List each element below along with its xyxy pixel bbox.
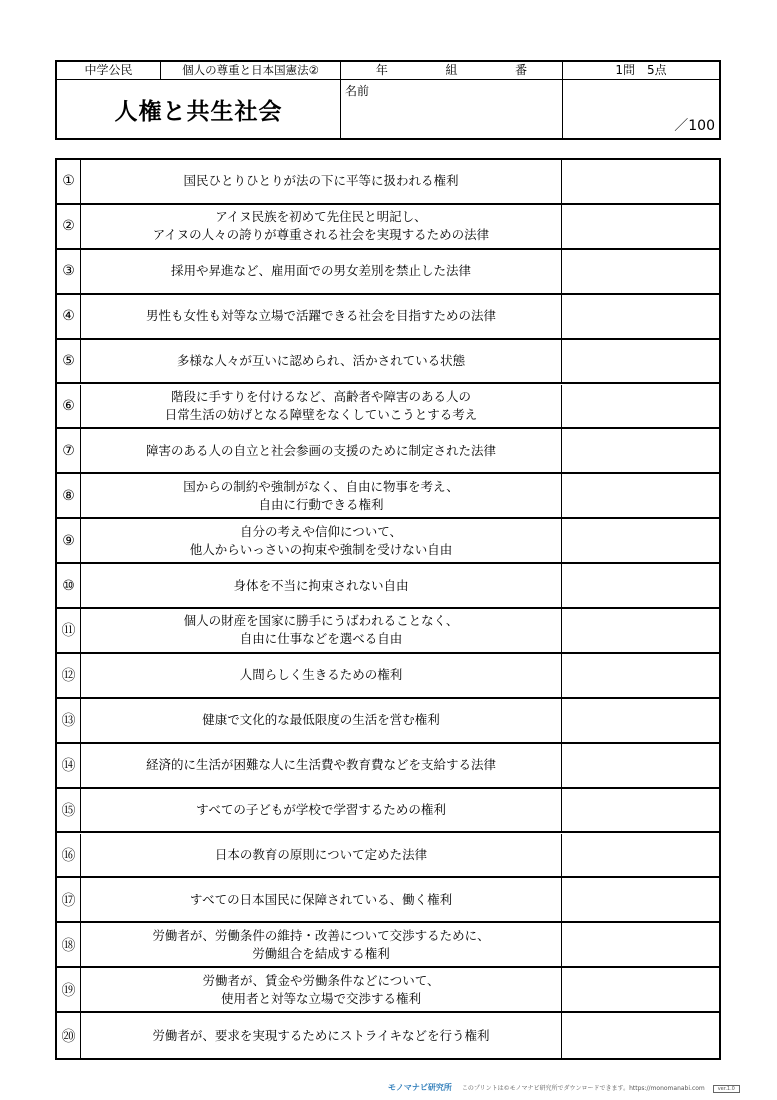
question-row: [57, 564, 719, 609]
question-row: [57, 699, 719, 744]
question-text: 労働者が、賃金や労働条件などについて、 使用者と対等な立場で交渉する権利: [202, 972, 440, 1006]
question-text-cell: [81, 834, 562, 877]
answer-field[interactable]: [562, 340, 719, 383]
question-row: [57, 1013, 719, 1058]
question-number: ⑯: [57, 834, 81, 877]
footer-note: このプリントは©モノマナビ研究所でダウンロードできます。https://monomanabi.com: [461, 1085, 705, 1092]
question-text: 採用や昇進など、雇用面での男女差別を禁止した法律: [170, 263, 471, 279]
answer-field[interactable]: [562, 519, 719, 562]
question-text-cell: [81, 609, 562, 652]
class-fields: [341, 62, 563, 79]
answer-field[interactable]: [562, 250, 719, 293]
answer-field[interactable]: [562, 205, 719, 248]
question-text-cell: [81, 654, 562, 697]
question-number: ⑪: [57, 609, 81, 652]
subject-label: 中学公民: [57, 62, 161, 79]
question-text: アイヌ民族を初めて先住民と明記し、 アイヌの人々の誇りが尊重される社会を実現するための法律: [152, 209, 490, 243]
unit-label: 個人の尊重と日本国憲法②: [161, 62, 341, 79]
question-text-cell: [81, 205, 562, 248]
question-number: ④: [57, 295, 81, 338]
question-row: [57, 429, 719, 474]
question-number: ⑫: [57, 654, 81, 697]
question-row: [57, 205, 719, 250]
question-row: [57, 385, 719, 430]
answer-field[interactable]: [562, 789, 719, 832]
answer-field[interactable]: [562, 1013, 719, 1058]
header-bottom-row: [57, 80, 719, 138]
question-text: 障害のある人の自立と社会参画の支援のために制定された法律: [145, 442, 496, 458]
question-number: ⑥: [57, 385, 81, 428]
points-label: 1問 5点: [615, 63, 667, 77]
question-text-cell: [81, 340, 562, 383]
question-text: 身体を不当に拘束されない自由: [233, 577, 409, 593]
question-text: 健康で文化的な最低限度の生活を営む権利: [202, 712, 440, 728]
answer-field[interactable]: [562, 295, 719, 338]
name-label: 名前: [345, 84, 370, 98]
answer-field[interactable]: [562, 923, 719, 966]
question-text: 労働者が、要求を実現するためにストライキなどを行う権利: [152, 1027, 490, 1043]
page-title: 人権と共生社会: [57, 80, 341, 138]
question-text: 男性も女性も対等な立場で活躍できる社会を目指すための法律: [145, 308, 496, 324]
answer-field[interactable]: [562, 385, 719, 428]
name-field[interactable]: [341, 80, 563, 138]
question-text-cell: [81, 1013, 562, 1058]
answer-field[interactable]: [562, 834, 719, 877]
question-number: ⑦: [57, 429, 81, 472]
answer-field[interactable]: [562, 654, 719, 697]
question-row: [57, 609, 719, 654]
header-top-row: [57, 62, 719, 80]
question-number: ①: [57, 160, 81, 203]
question-row: [57, 295, 719, 340]
answer-field[interactable]: [562, 160, 719, 203]
answer-field[interactable]: [562, 474, 719, 517]
question-text-cell: [81, 744, 562, 787]
question-number: ⑧: [57, 474, 81, 517]
question-text: 人間らしく生きるための権利: [239, 667, 403, 683]
answer-field[interactable]: [562, 609, 719, 652]
publisher-logo: モノマナビ研究所: [388, 1083, 452, 1092]
year-label: 年: [375, 63, 388, 77]
question-text: 日本の教育の原則について定めた法律: [214, 846, 428, 862]
question-text: すべての日本国民に保障されている、働く権利: [189, 891, 453, 907]
question-text: 多様な人々が互いに認められ、活かされている状態: [176, 353, 466, 369]
question-text-cell: [81, 295, 562, 338]
question-text-cell: [81, 564, 562, 607]
question-text-cell: [81, 250, 562, 293]
question-text-cell: [81, 923, 562, 966]
question-row: [57, 789, 719, 834]
question-row: [57, 654, 719, 699]
question-row: [57, 834, 719, 879]
question-text: 労働者が、労働条件の維持・改善について交渉するために、 労働組合を結成する権利: [152, 927, 490, 961]
question-row: [57, 878, 719, 923]
score-total: ／100: [674, 118, 715, 134]
question-number: ⑳: [57, 1013, 81, 1058]
question-text-cell: [81, 519, 562, 562]
answer-field[interactable]: [562, 564, 719, 607]
question-text: 個人の財産を国家に勝手にうばわれることなく、 自由に仕事などを選べる自由: [183, 613, 459, 647]
question-text: 自分の考えや信仰について、 他人からいっさいの拘束や強制を受けない自由: [189, 523, 453, 557]
question-text-cell: [81, 968, 562, 1011]
question-row: [57, 160, 719, 205]
question-number: ⑮: [57, 789, 81, 832]
question-text-cell: [81, 474, 562, 517]
question-table: [55, 158, 721, 1060]
question-number: ③: [57, 250, 81, 293]
question-text: 国民ひとりひとりが法の下に平等に扱われる権利: [183, 173, 459, 189]
answer-field[interactable]: [562, 878, 719, 921]
question-text-cell: [81, 699, 562, 742]
question-text-cell: [81, 789, 562, 832]
question-row: [57, 250, 719, 295]
question-number: ②: [57, 205, 81, 248]
number-label: 番: [515, 63, 528, 77]
question-row: [57, 519, 719, 564]
question-row: [57, 474, 719, 519]
answer-field[interactable]: [562, 968, 719, 1011]
question-text-cell: [81, 385, 562, 428]
answer-field[interactable]: [562, 429, 719, 472]
footer: [388, 1082, 773, 1096]
answer-field[interactable]: [562, 699, 719, 742]
class-label: 組: [445, 63, 458, 77]
question-text-cell: [81, 878, 562, 921]
question-number: ⑲: [57, 968, 81, 1011]
question-text-cell: [81, 429, 562, 472]
question-text: 国からの制約や強制がなく、自由に物事を考え、 自由に行動できる権利: [183, 478, 459, 512]
question-number: ⑭: [57, 744, 81, 787]
question-text-cell: [81, 160, 562, 203]
question-row: [57, 340, 719, 385]
question-row: [57, 968, 719, 1013]
answer-field[interactable]: [562, 744, 719, 787]
version-badge: ver.1.0: [713, 1085, 740, 1093]
score-field[interactable]: [563, 80, 719, 138]
question-text: すべての子どもが学校で学習するための権利: [196, 802, 446, 818]
question-number: ⑨: [57, 519, 81, 562]
question-number: ⑬: [57, 699, 81, 742]
question-number: ⑱: [57, 923, 81, 966]
question-number: ⑩: [57, 564, 81, 607]
question-text: 経済的に生活が困難な人に生活費や教育費などを支給する法律: [145, 757, 496, 773]
question-text: 階段に手すりを付けるなど、高齢者や障害のある人の 日常生活の妨げとなる障壁をなくしていこうとする考え: [164, 388, 478, 422]
question-row: [57, 744, 719, 789]
question-number: ⑰: [57, 878, 81, 921]
question-row: [57, 923, 719, 968]
header-box: [55, 60, 721, 140]
question-number: ⑤: [57, 340, 81, 383]
